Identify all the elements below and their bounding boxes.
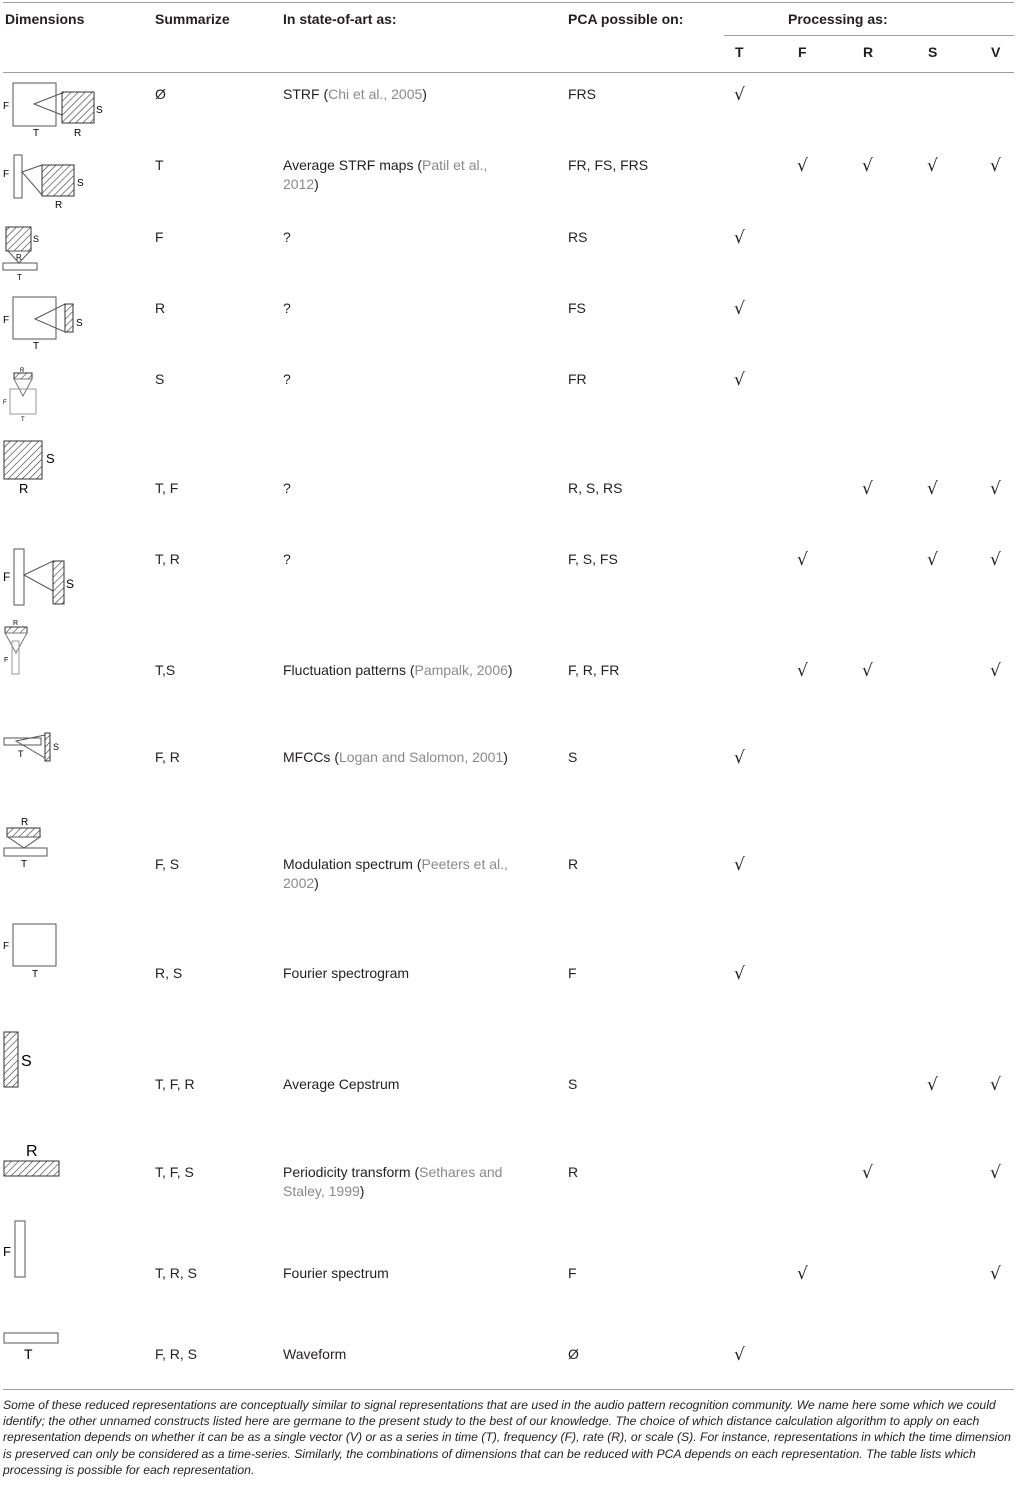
- check-mark-icon: √: [927, 479, 938, 499]
- check-mark-icon: √: [734, 748, 745, 768]
- state-of-art-cell: [283, 1264, 513, 1283]
- state-of-art-cell: [283, 550, 513, 569]
- state-of-art-text: MFCCs (: [283, 749, 339, 765]
- dimension-icon-row-2: [0, 150, 110, 220]
- state-of-art-text: STRF (: [283, 86, 329, 102]
- axis-label-r: R: [19, 481, 29, 496]
- header-summarize: Summarize: [155, 11, 230, 27]
- state-of-art-text: Periodicity transform (: [283, 1164, 420, 1180]
- axis-label-f: F: [3, 400, 7, 406]
- proc-col-s: S: [928, 44, 938, 60]
- axis-label-f: F: [3, 570, 11, 584]
- axis-label-f: F: [3, 1244, 11, 1259]
- check-mark-icon: √: [734, 370, 745, 390]
- summarize-cell: F: [155, 229, 164, 245]
- state-of-art-text: ?: [283, 551, 291, 567]
- axis-label-t: T: [33, 128, 40, 139]
- state-of-art-text: Fourier spectrum: [283, 1265, 389, 1281]
- state-of-art-text: Average STRF maps (: [283, 157, 423, 173]
- proc-col-v: V: [991, 44, 1001, 60]
- proc-col-t: T: [735, 44, 744, 60]
- state-of-art-text: Fluctuation patterns (: [283, 662, 415, 678]
- citation-link[interactable]: Sethares and Staley, 1999: [283, 1164, 503, 1199]
- pca-cell: FR: [568, 371, 587, 387]
- state-of-art-tail: ): [503, 749, 508, 765]
- summarize-cell: S: [155, 371, 165, 387]
- dimension-icon-row-10: [0, 813, 60, 873]
- pca-cell: R: [568, 1164, 579, 1180]
- check-mark-icon: √: [734, 1345, 745, 1365]
- check-mark-icon: √: [734, 964, 745, 984]
- check-mark-icon: √: [734, 85, 745, 105]
- dimension-icon-row-13: [0, 1137, 70, 1182]
- axis-label-f: F: [3, 101, 10, 112]
- pca-cell: F: [568, 965, 577, 981]
- citation-link[interactable]: Pampalk, 2006: [414, 662, 508, 678]
- pca-cell: RS: [568, 229, 588, 245]
- axis-label-f: F: [3, 315, 10, 326]
- table-bottom-rule: [3, 1389, 1014, 1390]
- state-of-art-cell: [283, 1163, 513, 1201]
- check-mark-icon: √: [927, 1075, 938, 1095]
- summarize-cell: Ø: [155, 86, 166, 102]
- citation-link[interactable]: Patil et al., 2012: [283, 157, 488, 192]
- dimension-icon-row-15: [0, 1327, 70, 1367]
- axis-label-t: T: [32, 969, 39, 980]
- axis-label-t: T: [21, 417, 25, 423]
- check-mark-icon: √: [862, 156, 873, 176]
- state-of-art-cell: [283, 479, 513, 498]
- dimension-icon-row-4: [0, 292, 100, 352]
- pca-cell: F, S, FS: [568, 551, 618, 567]
- check-mark-icon: √: [797, 550, 808, 570]
- dimension-icon-row-8: [0, 617, 40, 677]
- dimension-icon-row-5: [0, 364, 60, 424]
- axis-label-s: S: [77, 178, 84, 189]
- pca-cell: S: [568, 749, 578, 765]
- axis-label-r: R: [21, 817, 29, 828]
- summarize-cell: T, F, R: [155, 1076, 195, 1092]
- pca-cell: R: [568, 856, 579, 872]
- header-dimensions: Dimensions: [5, 11, 85, 27]
- axis-label-f: F: [4, 657, 9, 664]
- state-of-art-cell: [283, 299, 513, 318]
- axis-label-r: R: [16, 253, 22, 262]
- state-of-art-tail: ): [314, 176, 319, 192]
- state-of-art-text: ?: [283, 229, 291, 245]
- check-mark-icon: √: [797, 1264, 808, 1284]
- pca-cell: FR, FS, FRS: [568, 157, 649, 173]
- dimension-icon-row-11: [0, 920, 70, 980]
- state-of-art-tail: ): [422, 86, 427, 102]
- dimension-icon-row-9: [0, 728, 70, 768]
- pca-cell: F: [568, 1265, 577, 1281]
- summarize-cell: T,S: [155, 662, 176, 678]
- pca-cell: FS: [568, 300, 586, 316]
- summarize-cell: F, R: [155, 749, 180, 765]
- summarize-cell: R: [155, 300, 166, 316]
- state-of-art-text: Modulation spectrum (: [283, 856, 422, 872]
- dimension-icon-row-14: [0, 1217, 40, 1287]
- check-mark-icon: √: [990, 661, 1001, 681]
- axis-label-r: R: [13, 620, 19, 627]
- state-of-art-cell: [283, 661, 513, 680]
- axis-label-t: T: [17, 273, 22, 282]
- state-of-art-text: Fourier spectrogram: [283, 965, 410, 981]
- summarize-cell: T, F: [155, 480, 179, 496]
- pca-cell: R, S, RS: [568, 480, 623, 496]
- check-mark-icon: √: [990, 479, 1001, 499]
- check-mark-icon: √: [927, 550, 938, 570]
- proc-col-f: F: [798, 44, 807, 60]
- pca-cell: F, R, FR: [568, 662, 620, 678]
- axis-label-s: S: [53, 742, 60, 752]
- axis-label-t: T: [18, 749, 24, 759]
- axis-label-r: R: [26, 1143, 38, 1160]
- citation-link[interactable]: Peeters et al., 2002: [283, 856, 508, 891]
- axis-label-s: S: [96, 105, 103, 116]
- summarize-cell: F, S: [155, 856, 180, 872]
- state-of-art-text: ?: [283, 371, 291, 387]
- citation-link[interactable]: Logan and Salomon, 2001: [339, 749, 504, 765]
- state-of-art-tail: ): [507, 662, 513, 678]
- state-of-art-cell: [283, 370, 513, 389]
- summarize-cell: T, R, S: [155, 1265, 198, 1281]
- summarize-cell: T, F, S: [155, 1164, 194, 1180]
- state-of-art-cell: [283, 156, 513, 194]
- pca-cell: Ø: [568, 1346, 579, 1362]
- summarize-cell: T: [155, 157, 164, 173]
- check-mark-icon: √: [927, 156, 938, 176]
- axis-label-t: T: [21, 859, 28, 870]
- dimension-icon-row-3: [0, 222, 60, 282]
- axis-label-f: F: [3, 169, 10, 180]
- state-of-art-tail: ): [359, 1183, 365, 1199]
- check-mark-icon: √: [734, 228, 745, 248]
- summarize-cell: F, R, S: [155, 1346, 198, 1362]
- check-mark-icon: √: [990, 1264, 1001, 1284]
- axis-label-s: S: [66, 577, 75, 591]
- axis-label-s: S: [46, 451, 55, 466]
- axis-label-r: R: [74, 128, 82, 139]
- axis-label-r: R: [55, 200, 63, 211]
- check-mark-icon: √: [862, 1163, 873, 1183]
- check-mark-icon: √: [990, 1163, 1001, 1183]
- axis-label-s: S: [21, 1053, 32, 1070]
- dimension-icon-row-7: [0, 545, 90, 610]
- state-of-art-cell: [283, 1075, 513, 1094]
- summarize-cell: T, R: [155, 551, 180, 567]
- pca-cell: S: [568, 1076, 578, 1092]
- table-top-rule: [3, 2, 1014, 3]
- check-mark-icon: √: [797, 156, 808, 176]
- axis-label-f: F: [3, 941, 10, 952]
- state-of-art-cell: [283, 1345, 513, 1364]
- state-of-art-cell: [283, 855, 513, 893]
- state-of-art-cell: [283, 228, 513, 247]
- header-pca: PCA possible on:: [568, 11, 684, 27]
- processing-subheader-rule: [724, 35, 1014, 36]
- state-of-art-text: Waveform: [283, 1346, 347, 1362]
- state-of-art-text: Average Cepstrum: [283, 1076, 400, 1092]
- pca-cell: FRS: [568, 86, 596, 102]
- summarize-cell: R, S: [155, 965, 183, 981]
- axis-label-s: S: [76, 318, 83, 329]
- table-footnote: Some of these reduced representations are conceptually similar to signal representations that are used in the audio pattern recognition community. We name here some which we could identify; the other unnamed constructs listed here are germane to the present study to the best of our knowledge. The choice of which distance calculation algorithm to apply on each representation depends on whether it can be as a single vector (V) or as a series in time (T), frequency (F), rate (R), or scale (S). For instance, representations in which the time dimension is preserved can only be considered as a time-series. Similarly, the combinations of dimensions that can be reduced with PCA depends on each representation. The table lists which processing is possible for each representation.: [3, 1398, 1011, 1477]
- state-of-art-cell: [283, 85, 513, 104]
- state-of-art-text: ?: [283, 480, 291, 496]
- state-of-art-text: ?: [283, 300, 291, 316]
- state-of-art-cell: [283, 748, 513, 767]
- axis-label-t: T: [33, 341, 40, 352]
- axis-label-s: S: [33, 234, 40, 244]
- check-mark-icon: √: [734, 299, 745, 319]
- check-mark-icon: √: [862, 661, 873, 681]
- check-mark-icon: √: [990, 550, 1001, 570]
- header-processing: Processing as:: [788, 11, 888, 27]
- check-mark-icon: √: [734, 855, 745, 875]
- dimension-icon-row-12: [0, 1028, 45, 1093]
- check-mark-icon: √: [862, 479, 873, 499]
- citation-link[interactable]: Chi et al., 2005: [328, 86, 423, 102]
- check-mark-icon: √: [990, 156, 1001, 176]
- proc-col-r: R: [863, 44, 874, 60]
- axis-label-t: T: [24, 1346, 33, 1362]
- state-of-art-tail: ): [314, 875, 319, 891]
- dimension-icon-row-6: [0, 437, 70, 497]
- header-state-of-art: In state-of-art as:: [283, 11, 397, 27]
- state-of-art-cell: [283, 964, 513, 983]
- check-mark-icon: √: [990, 1075, 1001, 1095]
- axis-label-r: R: [20, 368, 25, 374]
- check-mark-icon: √: [797, 661, 808, 681]
- header-bottom-rule: [3, 72, 1014, 73]
